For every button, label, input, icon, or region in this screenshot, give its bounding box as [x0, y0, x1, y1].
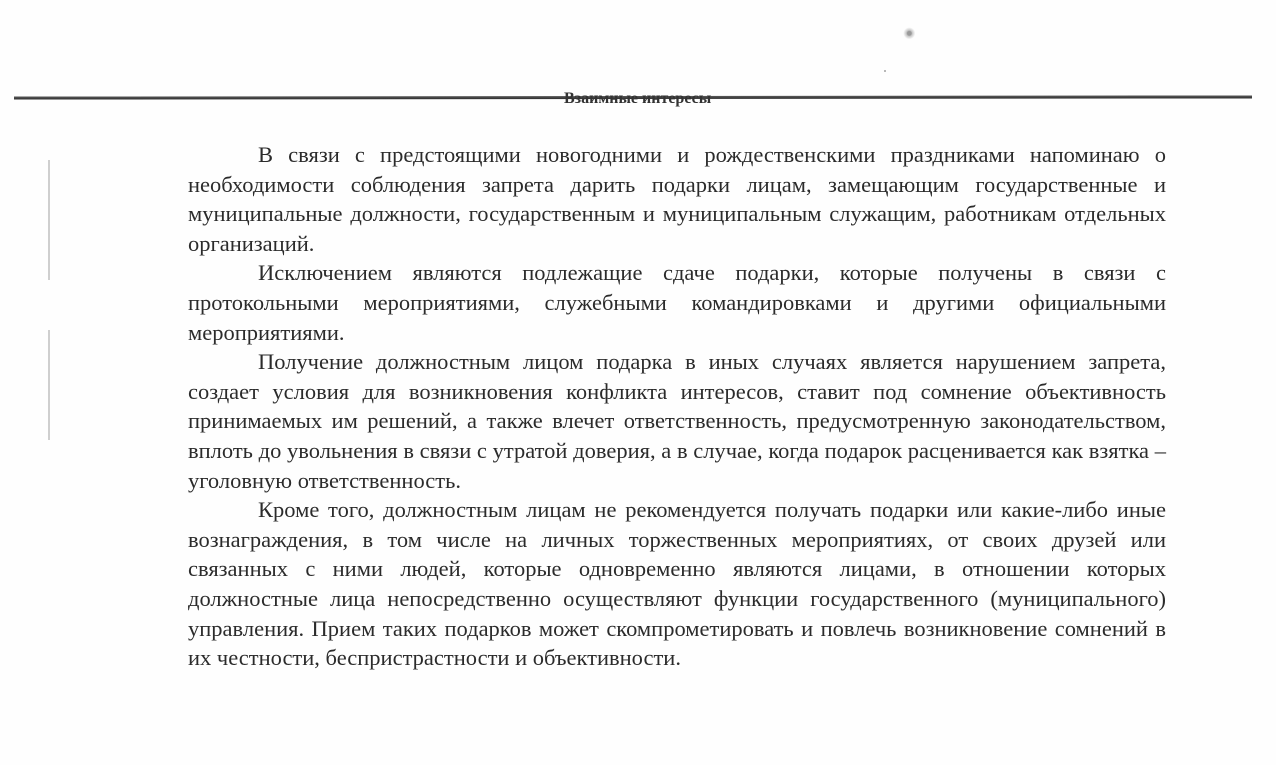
paragraph-3: Получение должностным лицом подарка в иных случаях является нарушением запрета, создает условия для возникновения конфликта интересов, ставит под сомнение объективность принимаемых им решений, а также влечет ответственность, предусмотренную законодательством, вплоть до увольнения в связи с утратой доверия, а в случае, когда подарок расценивается как взятка – уголовную ответственность.	[188, 349, 1166, 493]
scan-margin-mark	[48, 160, 50, 280]
cut-off-heading-text: Взаимные интересы	[564, 90, 712, 107]
scan-margin-mark	[48, 330, 50, 440]
scan-speck	[903, 27, 917, 41]
scan-speck	[884, 70, 886, 72]
paragraph-4: Кроме того, должностным лицам не рекомендуется получать подарки или какие-либо иные вознаграждения, в том числе на личных торжественных мероприятиях, от своих друзей или связанных с ними людей, которые одновременно являются лицами, в отношении которых должностные лица непосредственно осуществляют функции государственного (муниципального) управления. Прием таких подарков может скомпрометировать и повлечь возникновение сомнений в их честности, беспристрастности и объективности.	[188, 497, 1166, 671]
paragraph-1: В связи с предстоящими новогодними и рождественскими праздниками напоминаю о необходимости соблюдения запрета дарить подарки лицам, замещающим государственные и муниципальные должности, государственным и муниципальным служащим, работникам отдельных организаций.	[188, 142, 1166, 256]
paragraph-2: Исключением являются подлежащие сдаче подарки, которые получены в связи с протокольными мероприятиями, служебными командировками и другими официальными мероприятиями.	[188, 260, 1166, 345]
document-body	[188, 140, 1166, 673]
cut-off-heading	[0, 90, 1276, 107]
